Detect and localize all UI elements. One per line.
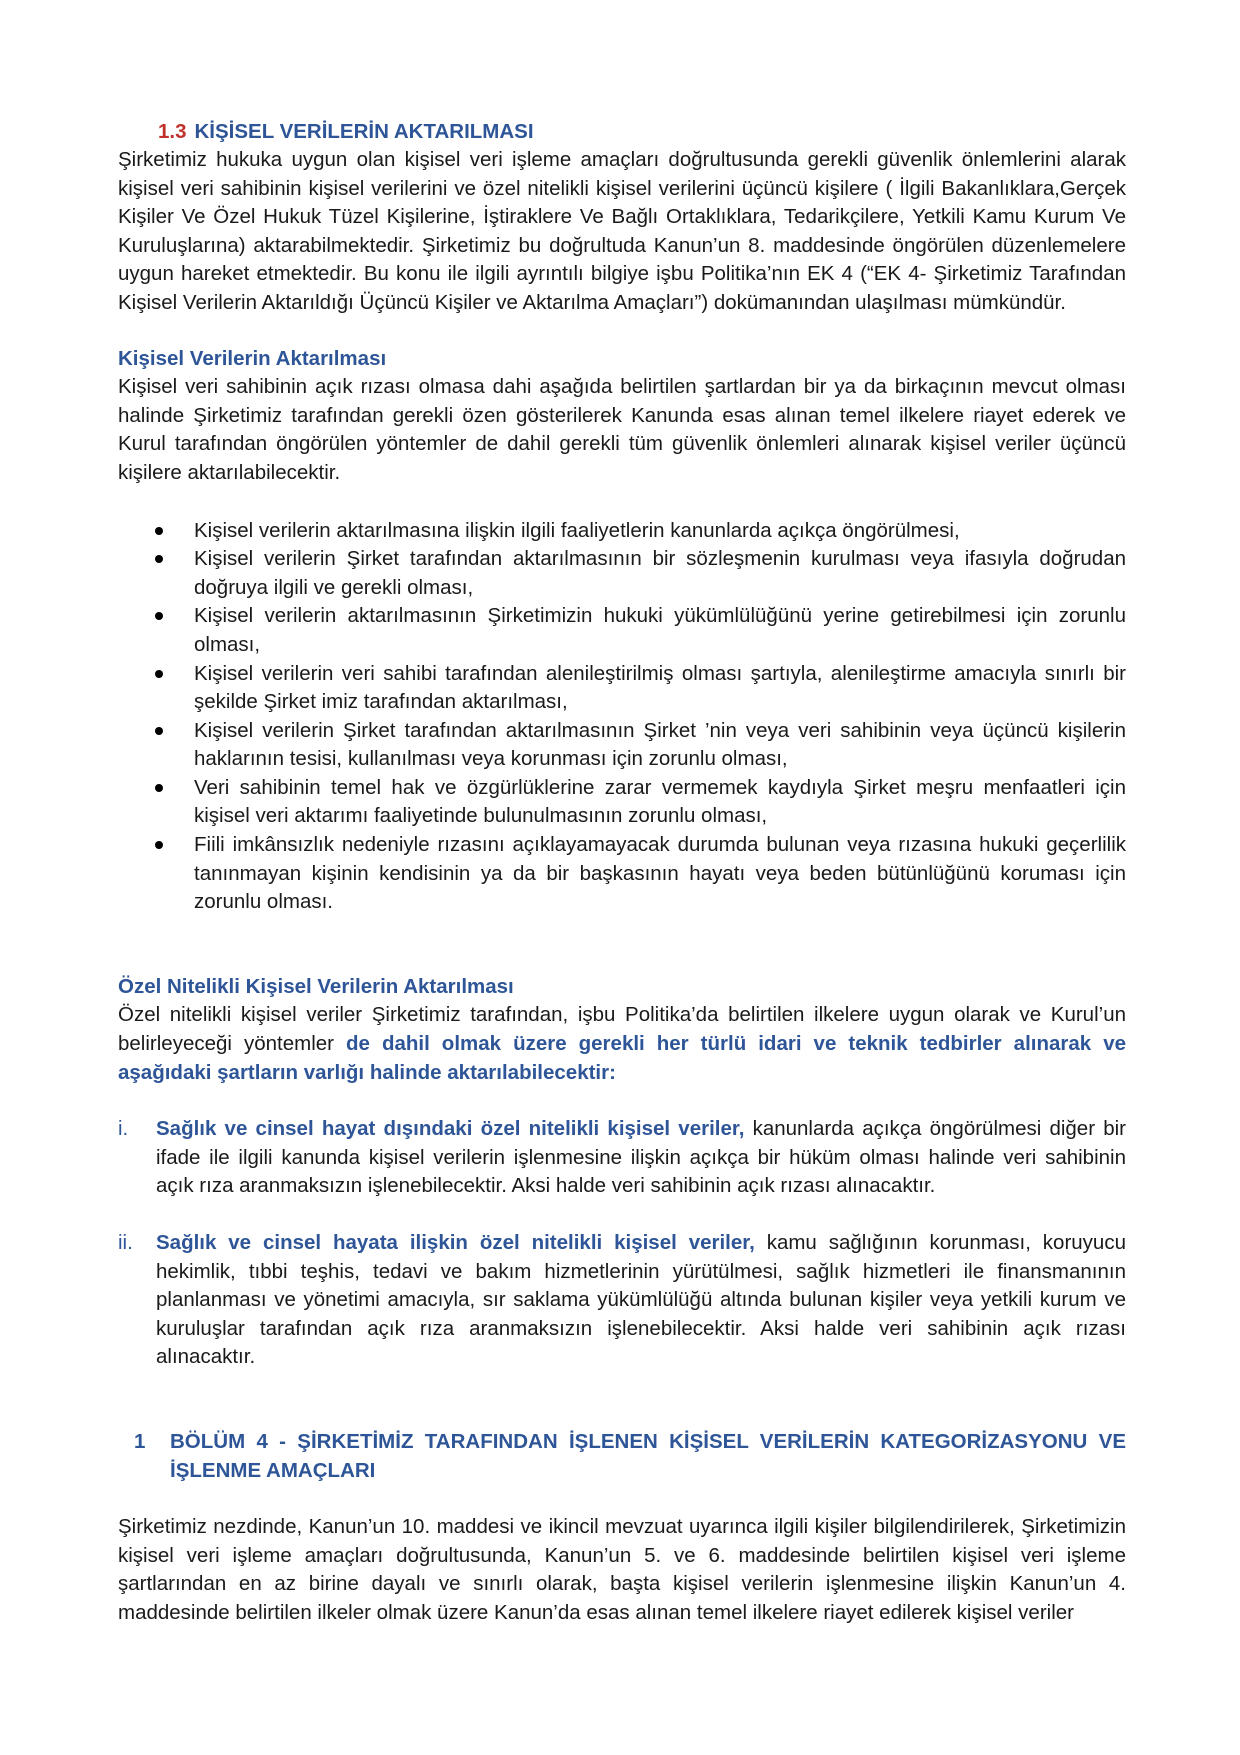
list-item: Kişisel verilerin aktarılmasına ilişkin ilgili faaliyetlerin kanunlarda açıkça öngörülmesi, [194, 517, 1126, 546]
section-number: 1.3 [158, 120, 187, 143]
bullet-icon [155, 727, 163, 735]
transfer-conditions-list [118, 517, 1126, 917]
bullet-icon [155, 612, 163, 620]
section-intro-paragraph: Şirketimiz hukuka uygun olan kişisel veri işleme amaçları doğrultusunda gerekli güvenlik önlemlerini alarak kişisel veri sahibinin kişisel verilerini ve özel nitelikli kişisel verilerini üçüncü kişilere ( İlgili Bakanlıklara,Gerçek Kişiler Ve Özel Hukuk Tüzel Kişilerine, İştiraklere Ve Bağlı Ortaklıklara, Tedarikçilere, Yetkili Kamu Kurum Ve Kuruluşlarına) aktarabilmektedir. Şirketimiz bu doğrultuda Kanun’un 8. maddesinde öngörülen düzenlemelere uygun hareket etmektedir. Bu konu ile ilgili ayrıntılı bilgiye işbu Politika’nın EK 4 (“EK 4- Şirketimiz Tarafından Kişisel Verilerin Aktarıldığı Üçüncü Kişiler ve Aktarılma Amaçları”) dokümanından ulaşılması mümkündür. [118, 148, 1126, 314]
chapter-heading [118, 1428, 1126, 1485]
list-item: ii. Sağlık ve cinsel hayata ilişkin özel nitelikli kişisel veriler, kamu sağlığının korunması, koruyucu hekimlik, tıbbi teşhis, tedavi ve bakım hizmetlerinin yürütülmesi, sağlık hizmetleri ile finansmanının planlanması ve yönetimi amacıyla, sır saklama yükümlülüğü altında bulunan kişiler veya yetkili kurum ve kuruluşlar tarafından açık rıza aranmaksızın işlenebilecektir. Aksi halde veri sahibinin açık rızası alınacaktır. [118, 1231, 1126, 1369]
list-item: Veri sahibinin temel hak ve özgürlüklerine zarar vermemek kaydıyla Şirket meşru menfaatleri için kişisel veri aktarımı faaliyetinde bulunulmasının zorunlu olması, [194, 774, 1126, 831]
list-item: Kişisel verilerin aktarılmasının Şirketimizin hukuki yükümlülüğünü yerine getirebilmesi için zorunlu olması, [194, 602, 1126, 659]
bullet-icon [155, 527, 163, 535]
special-transfer-heading: Özel Nitelikli Kişisel Verilerin Aktarılması [118, 974, 514, 998]
list-item: Fiili imkânsızlık nedeniyle rızasını açıklayamayacak durumda bulunan veya rızasına hukuki geçerlilik tanınmayan kişinin kendisinin ya da bir başkasının hayatı veya beden bütünlüğünü koruması için zorunlu olması. [194, 831, 1126, 917]
chapter-paragraph: Şirketimiz nezdinde, Kanun’un 10. maddesi ve ikincil mevzuat uyarınca ilgili kişiler bilgilendirilerek, Şirketimizin kişisel veri işleme amaçları doğrultusunda, Kanun’un 5. ve 6. maddesinde belirtilen kişisel veri işleme şartlarından en az birine dayalı ve sınırlı olarak, başta kişisel verilerin işlenmesine ilişkin Kanun’un 4. maddesinde belirtilen ilkeler olmak üzere Kanun’da esas alınan temel ilkelere riayet edilerek kişisel veriler [118, 1515, 1126, 1624]
special-conditions-list [118, 1115, 1126, 1372]
list-item: Kişisel verilerin Şirket tarafından aktarılmasının Şirket ’nin veya veri sahibinin veya üçüncü kişilerin haklarının tesisi, kullanılması veya korunması için zorunlu olması, [194, 717, 1126, 774]
list-item-lead: Sağlık ve cinsel hayat dışındaki özel nitelikli kişisel veriler, [156, 1117, 745, 1141]
chapter-number: 1 [134, 1429, 146, 1453]
list-item: Kişisel verilerin veri sahibi tarafından alenileştirilmiş olması şartıyla, alenileştirme amacıyla sınırlı bir şekilde Şirket imiz tarafından aktarılması, [194, 660, 1126, 717]
list-item: Kişisel verilerin Şirket tarafından aktarılmasının bir sözleşmenin kurulması veya ifasıyla doğrudan doğruya ilgili ve gerekli olması, [194, 545, 1126, 602]
list-numeral: i. [118, 1117, 129, 1141]
bullet-icon [155, 841, 163, 849]
bullet-icon [155, 555, 163, 563]
list-item: i. Sağlık ve cinsel hayat dışındaki özel nitelikli kişisel veriler, kanunlarda açıkça öngörülmesi diğer bir ifade ile ilgili kanunda kişisel verilerin işlenmesine ilişkin açıkça bir hüküm olması halinde veri sahibinin açık rıza aranmaksızın işlenebilecektir. Aksi halde veri sahibinin açık rızası alınacaktır. [118, 1117, 1126, 1198]
chapter-title: BÖLÜM 4 - ŞİRKETİMİZ TARAFINDAN İŞLENEN KİŞİSEL VERİLERİN KATEGORİZASYONU VE İŞLENME AMAÇLARI [170, 1429, 1126, 1482]
bullet-icon [155, 784, 163, 792]
section-title: KİŞİSEL VERİLERİN AKTARILMASI [194, 120, 534, 143]
personal-transfer-paragraph: Kişisel veri sahibinin açık rızası olmasa dahi aşağıda belirtilen şartlardan bir ya da birkaçının mevcut olması halinde Şirketimiz tarafından gerekli özen gösterilerek Kanunda esas alınan temel ilkelere riayet ederek ve Kurul tarafından öngörülen yöntemler de dahil gerekli tüm güvenlik önlemleri alınarak kişisel veriler üçüncü kişilere aktarılabilecektir. [118, 375, 1126, 484]
personal-transfer-heading: Kişisel Verilerin Aktarılması [118, 346, 387, 370]
list-numeral: ii. [118, 1231, 133, 1254]
section-heading [118, 118, 1126, 146]
special-transfer-emphasis: de dahil olmak üzere gerekli her türlü idari ve teknik tedbirler alınarak ve aşağıdaki şartların varlığı halinde aktarılabilecektir: [118, 1032, 1126, 1084]
special-transfer-paragraph: Özel nitelikli kişisel veriler Şirketimiz tarafından, işbu Politika’da belirtilen ilkelere uygun olarak ve Kurul’un belirleyeceği yöntemler de dahil olmak üzere gerekli her türlü idari ve teknik tedbirler alınarak ve aşağıdaki şartların varlığı halinde aktarılabilecektir: [118, 1003, 1126, 1084]
bullet-icon [155, 670, 163, 678]
list-item-lead: Sağlık ve cinsel hayata ilişkin özel nitelikli kişisel veriler, [156, 1231, 755, 1254]
